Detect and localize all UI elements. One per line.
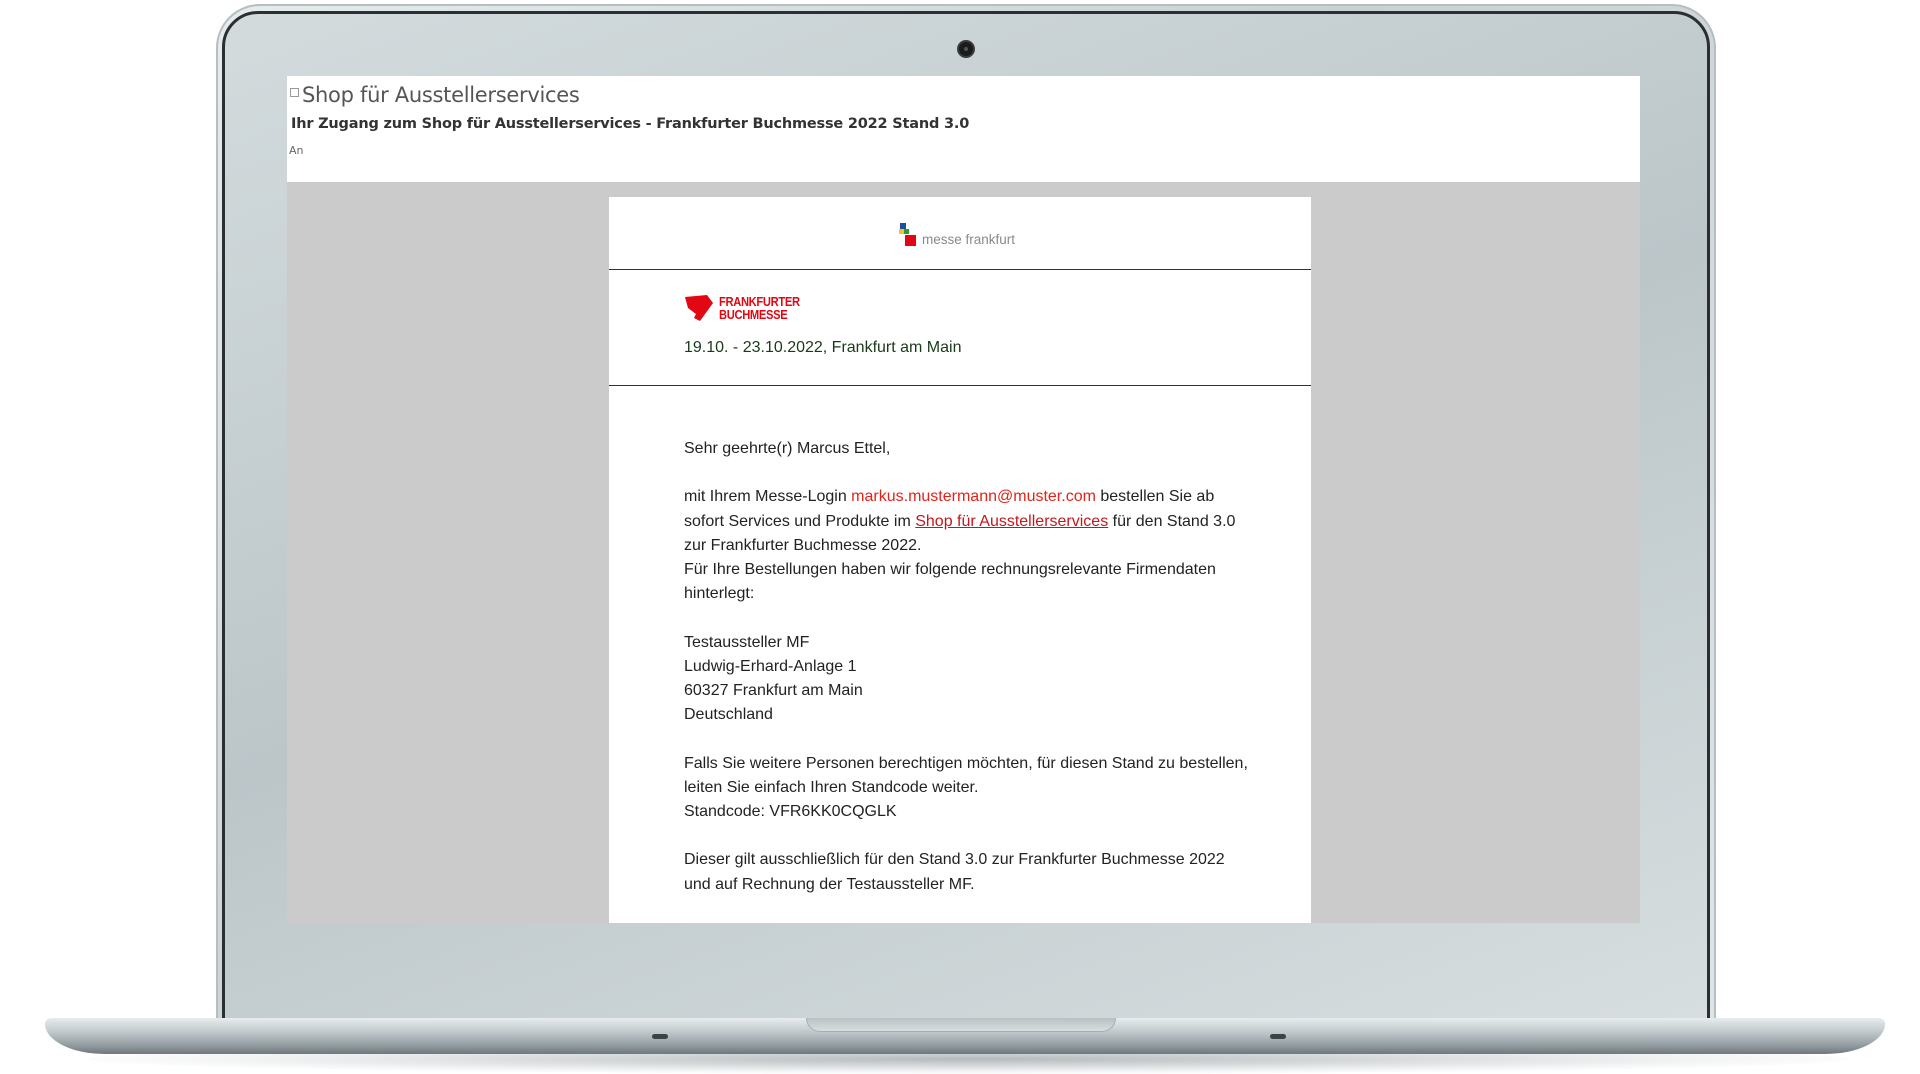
address-line: Deutschland [684, 706, 773, 724]
address-line: 60327 Frankfurt am Main [684, 682, 863, 699]
text: mit Ihrem Messe-Login [684, 488, 852, 506]
laptop-screen [287, 76, 1640, 923]
messe-frankfurt-wordmark: messe frankfurt [922, 232, 1016, 247]
book-fair-wordmark [719, 295, 800, 321]
laptop-foot [1270, 1034, 1286, 1039]
address-line: Testaussteller MF [684, 633, 810, 651]
mail-subject: Ihr Zugang zum Shop für Ausstellerservices - Frankfurter Buchmesse 2022 Stand 3.0 [291, 116, 970, 132]
text: bestellen Sie ab sofort Services und Produkte im [684, 488, 1215, 530]
wordmark-line-1: FRANKFURTER [719, 293, 800, 309]
wordmark-line-2: BUCHMESSE [719, 306, 788, 322]
event-dates: 19.10. - 23.10.2022, Frankfurt am Main [684, 339, 962, 356]
paragraph-company-data: Für Ihre Bestellungen haben wir folgende rechnungsrelevante Firmendaten hinterlegt: [684, 561, 1216, 603]
mail-header [287, 76, 1640, 182]
divider [609, 269, 1311, 270]
messe-frankfurt-logo-icon [899, 223, 916, 247]
login-email: markus.mustermann@muster.com [851, 488, 1096, 506]
address-line: Ludwig-Erhard-Anlage 1 [684, 657, 857, 675]
select-checkbox-icon[interactable] [290, 88, 299, 97]
laptop-opening-notch [806, 1018, 1116, 1032]
webcam-icon [957, 40, 975, 58]
messe-frankfurt-brand [899, 223, 1015, 247]
shop-link[interactable]: Shop für Ausstellerservices [915, 512, 1109, 530]
paragraph-share-standcode: Falls Sie weitere Personen berechtigen möchten, für diesen Stand zu bestellen, leiten Sie einfach Ihren Standcode weiter. [684, 754, 1248, 796]
letter-text [684, 437, 1254, 897]
greeting: Sehr geehrte(r) Marcus Ettel, [684, 440, 891, 457]
text: für den Stand 3.0 zur Frankfurter Buchmesse 2022. [684, 512, 1236, 554]
email-body [609, 197, 1311, 923]
paragraph-login [684, 485, 1254, 558]
mail-title: Shop für Ausstellerservices [302, 83, 580, 107]
divider [609, 385, 1311, 386]
frankfurter-buchmesse-brand [684, 294, 813, 321]
mail-title-row [290, 83, 580, 107]
paragraph-validity: Dieser gilt ausschließlich für den Stand 3.0 zur Frankfurter Buchmesse 2022 und auf Rechnung der Testaussteller MF. [684, 851, 1225, 893]
recipient-label: An [289, 144, 304, 157]
laptop-foot [652, 1034, 668, 1039]
book-fair-logo-icon [684, 294, 713, 321]
standcode: Standcode: VFR6KK0CQGLK [684, 803, 897, 820]
